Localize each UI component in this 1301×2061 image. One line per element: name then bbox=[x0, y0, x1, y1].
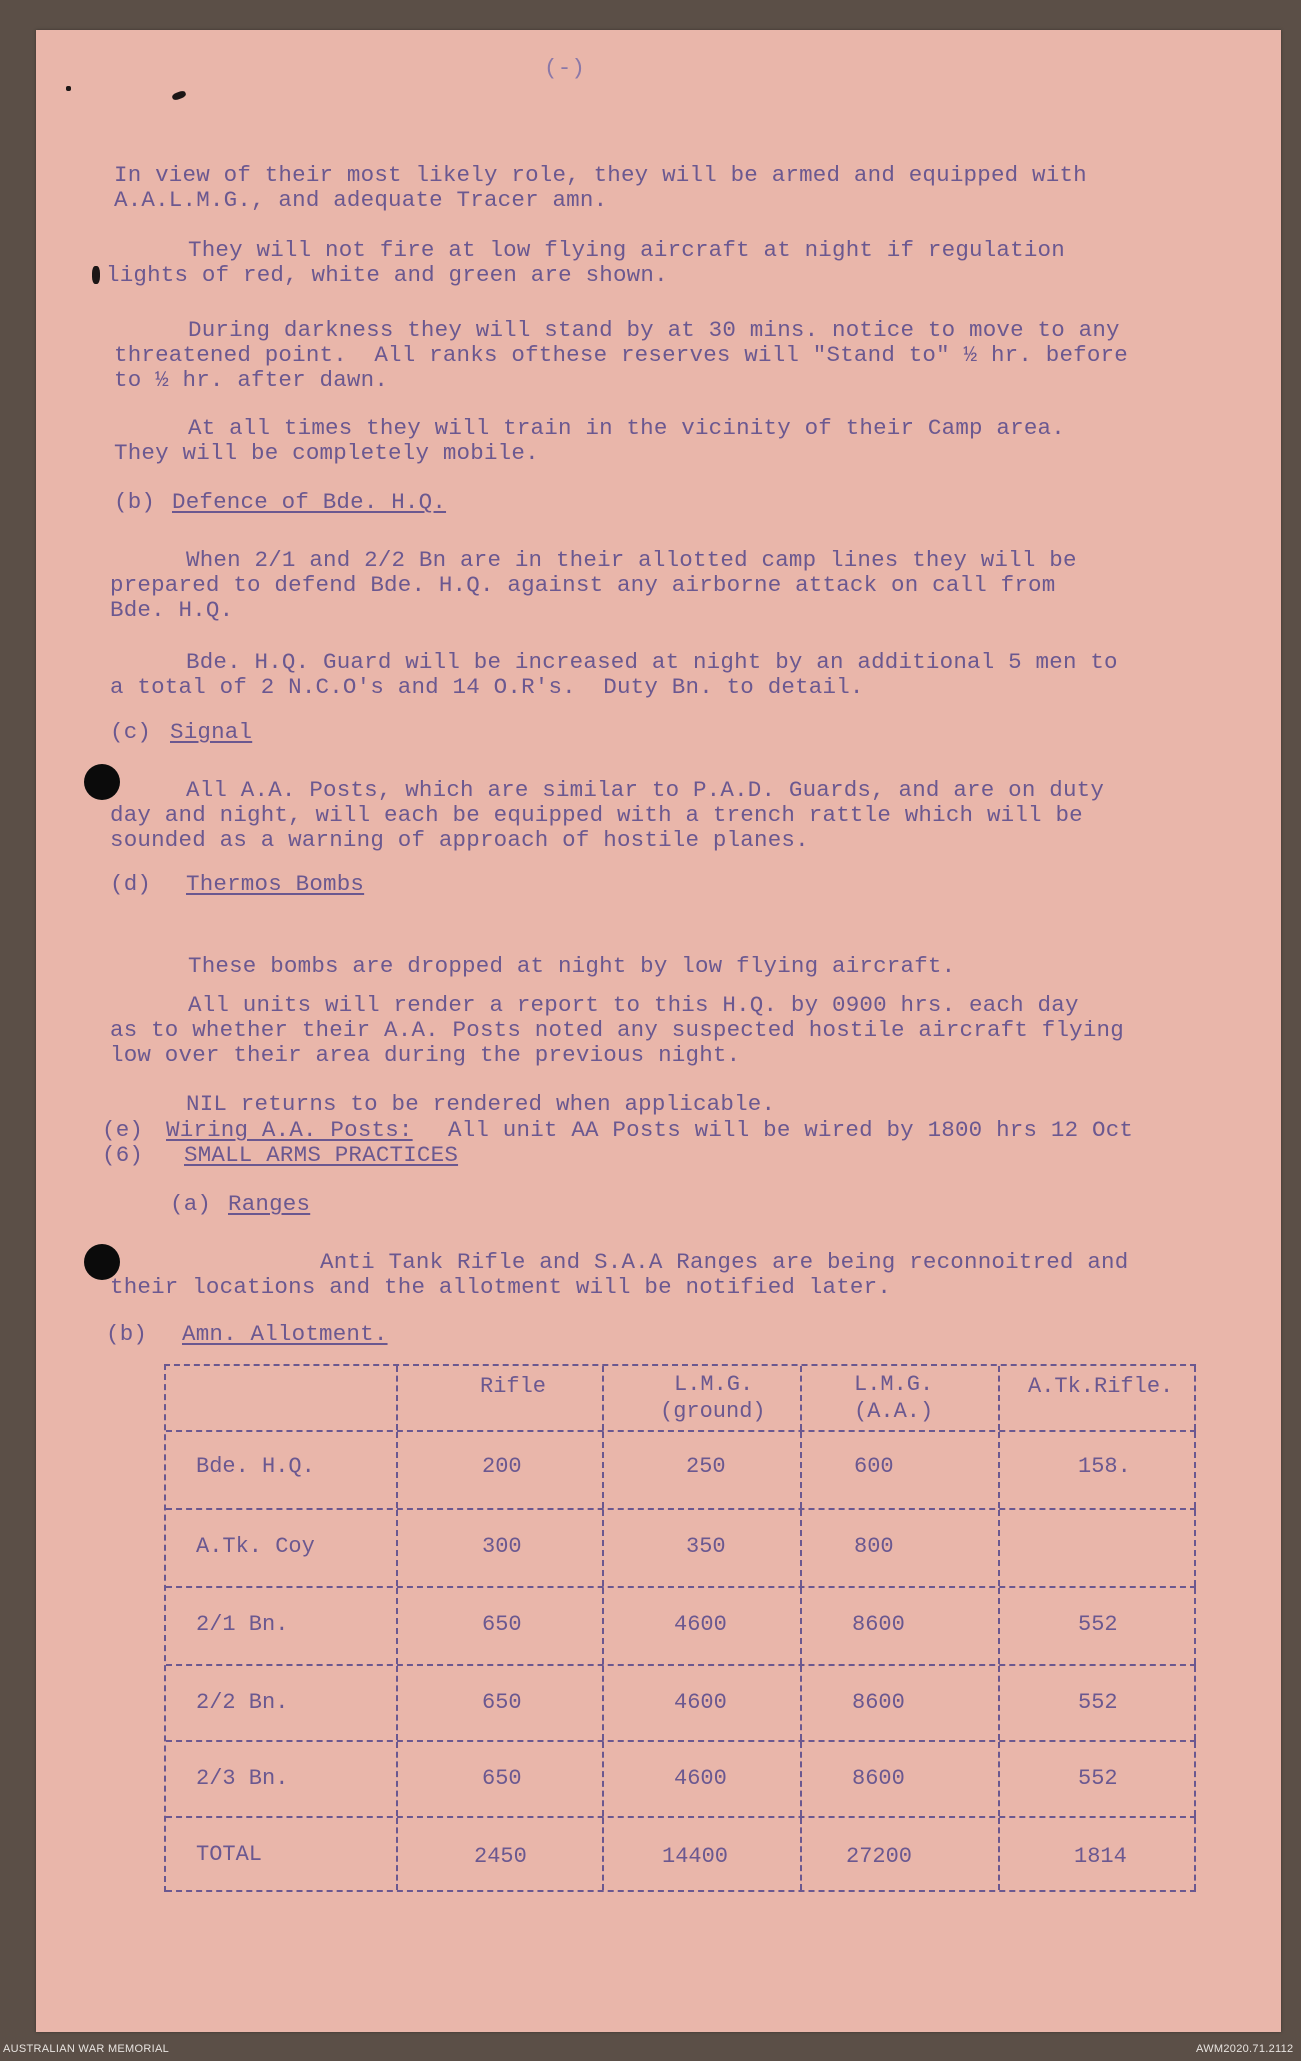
text-line: sounded as a warning of approach of hostile planes. bbox=[110, 827, 809, 853]
text-line: All units will render a report to this H.Q. by 0900 hrs. each day bbox=[188, 992, 1079, 1018]
table-cell: 600 bbox=[802, 1432, 1000, 1508]
table-header-cell: L.M.G. (ground) bbox=[604, 1366, 802, 1430]
table-cell: 2/1 Bn. bbox=[166, 1588, 398, 1664]
page-number: (-) bbox=[544, 55, 586, 81]
text-line: All unit AA Posts will be wired by 1800 hrs 12 Oct bbox=[448, 1117, 1134, 1143]
text-line: During darkness they will stand by at 30 mins. notice to move to any bbox=[188, 317, 1120, 343]
table-cell: 14400 bbox=[604, 1818, 802, 1890]
table-cell: 8600 bbox=[802, 1742, 1000, 1816]
table-cell bbox=[1000, 1510, 1196, 1586]
section-label: (a) bbox=[170, 1191, 212, 1217]
section-heading: Signal bbox=[170, 719, 253, 745]
table-row bbox=[166, 1432, 1196, 1510]
table-header-cell: A.Tk.Rifle. bbox=[1000, 1366, 1196, 1430]
section-label: (d) bbox=[110, 871, 152, 897]
ink-blot bbox=[66, 86, 71, 91]
text-line: their locations and the allotment will be notified later. bbox=[110, 1274, 892, 1300]
text-line: as to whether their A.A. Posts noted any suspected hostile aircraft flying bbox=[110, 1017, 1124, 1043]
table-cell: 4600 bbox=[604, 1588, 802, 1664]
text-line: When 2/1 and 2/2 Bn are in their allotted camp lines they will be bbox=[186, 547, 1077, 573]
text-line: low over their area during the previous night. bbox=[110, 1042, 741, 1068]
table-row bbox=[166, 1742, 1196, 1818]
text-line: NIL returns to be rendered when applicable. bbox=[186, 1091, 776, 1117]
table-header-cell: Rifle bbox=[398, 1366, 604, 1430]
ink-blot bbox=[92, 266, 100, 284]
table-cell: 158. bbox=[1000, 1432, 1196, 1508]
archive-credit: AUSTRALIAN WAR MEMORIAL bbox=[3, 2043, 170, 2055]
table-cell: 800 bbox=[802, 1510, 1000, 1586]
table-cell: 4600 bbox=[604, 1742, 802, 1816]
section-heading: SMALL ARMS PRACTICES bbox=[184, 1142, 459, 1168]
table-header-cell bbox=[166, 1366, 398, 1430]
text-line: Bde. H.Q. bbox=[110, 597, 234, 623]
table-cell: 650 bbox=[398, 1742, 604, 1816]
section-label: (6) bbox=[102, 1142, 144, 1168]
table-cell: 552 bbox=[1000, 1588, 1196, 1664]
table-cell: 4600 bbox=[604, 1666, 802, 1740]
table-cell: 2450 bbox=[398, 1818, 604, 1890]
table-cell: 2/3 Bn. bbox=[166, 1742, 398, 1816]
table-cell: 650 bbox=[398, 1588, 604, 1664]
table-cell: 552 bbox=[1000, 1666, 1196, 1740]
table-cell: Bde. H.Q. bbox=[166, 1432, 398, 1508]
text-line: A.A.L.M.G., and adequate Tracer amn. bbox=[114, 187, 608, 213]
text-line: Bde. H.Q. Guard will be increased at night by an additional 5 men to bbox=[186, 649, 1118, 675]
text-line: They will not fire at low flying aircraft at night if regulation bbox=[188, 237, 1065, 263]
section-label: (b) bbox=[114, 489, 156, 515]
text-line: to ½ hr. after dawn. bbox=[114, 367, 389, 393]
table-cell: 350 bbox=[604, 1510, 802, 1586]
text-line: threatened point. All ranks ofthese reserves will "Stand to" ½ hr. before bbox=[114, 342, 1128, 368]
text-line: In view of their most likely role, they will be armed and equipped with bbox=[114, 162, 1087, 188]
punch-hole bbox=[84, 764, 120, 800]
text-line: They will be completely mobile. bbox=[114, 440, 539, 466]
table-cell: 300 bbox=[398, 1510, 604, 1586]
table-row bbox=[166, 1588, 1196, 1666]
table-cell: 552 bbox=[1000, 1742, 1196, 1816]
table-cell: TOTAL bbox=[166, 1818, 398, 1890]
archive-reference: AWM2020.71.2112 bbox=[1196, 2043, 1294, 2055]
table-cell: 8600 bbox=[802, 1588, 1000, 1664]
section-heading: Defence of Bde. H.Q. bbox=[172, 489, 447, 515]
text-line: a total of 2 N.C.O's and 14 O.R's. Duty Bn. to detail. bbox=[110, 674, 864, 700]
table-row bbox=[166, 1510, 1196, 1588]
text-line: day and night, will each be equipped with a trench rattle which will be bbox=[110, 802, 1083, 828]
section-heading: Wiring A.A. Posts: bbox=[166, 1117, 413, 1143]
table-header-row bbox=[166, 1366, 1196, 1432]
table-cell: 1814 bbox=[1000, 1818, 1196, 1890]
table-cell: 650 bbox=[398, 1666, 604, 1740]
table-cell: 250 bbox=[604, 1432, 802, 1508]
table-cell: 200 bbox=[398, 1432, 604, 1508]
text-line: At all times they will train in the vicinity of their Camp area. bbox=[188, 415, 1065, 441]
section-label: (b) bbox=[106, 1321, 148, 1347]
text-line: These bombs are dropped at night by low flying aircraft. bbox=[188, 953, 956, 979]
text-line: Anti Tank Rifle and S.A.A Ranges are being reconnoitred and bbox=[320, 1249, 1129, 1275]
section-heading: Thermos Bombs bbox=[186, 871, 365, 897]
section-heading: Amn. Allotment. bbox=[182, 1321, 388, 1347]
table-row bbox=[166, 1666, 1196, 1742]
text-line: lights of red, white and green are shown. bbox=[106, 262, 668, 288]
ammunition-allotment-table bbox=[164, 1364, 1196, 1892]
table-cell: 2/2 Bn. bbox=[166, 1666, 398, 1740]
table-header-cell: L.M.G. (A.A.) bbox=[802, 1366, 1000, 1430]
text-line: prepared to defend Bde. H.Q. against any airborne attack on call from bbox=[110, 572, 1056, 598]
table-cell: 8600 bbox=[802, 1666, 1000, 1740]
table-cell: 27200 bbox=[802, 1818, 1000, 1890]
section-label: (c) bbox=[110, 719, 152, 745]
table-total-row bbox=[166, 1818, 1196, 1892]
table-cell: A.Tk. Coy bbox=[166, 1510, 398, 1586]
section-label: (e) bbox=[102, 1117, 144, 1143]
section-heading: Ranges bbox=[228, 1191, 311, 1217]
text-line: All A.A. Posts, which are similar to P.A.D. Guards, and are on duty bbox=[186, 777, 1105, 803]
